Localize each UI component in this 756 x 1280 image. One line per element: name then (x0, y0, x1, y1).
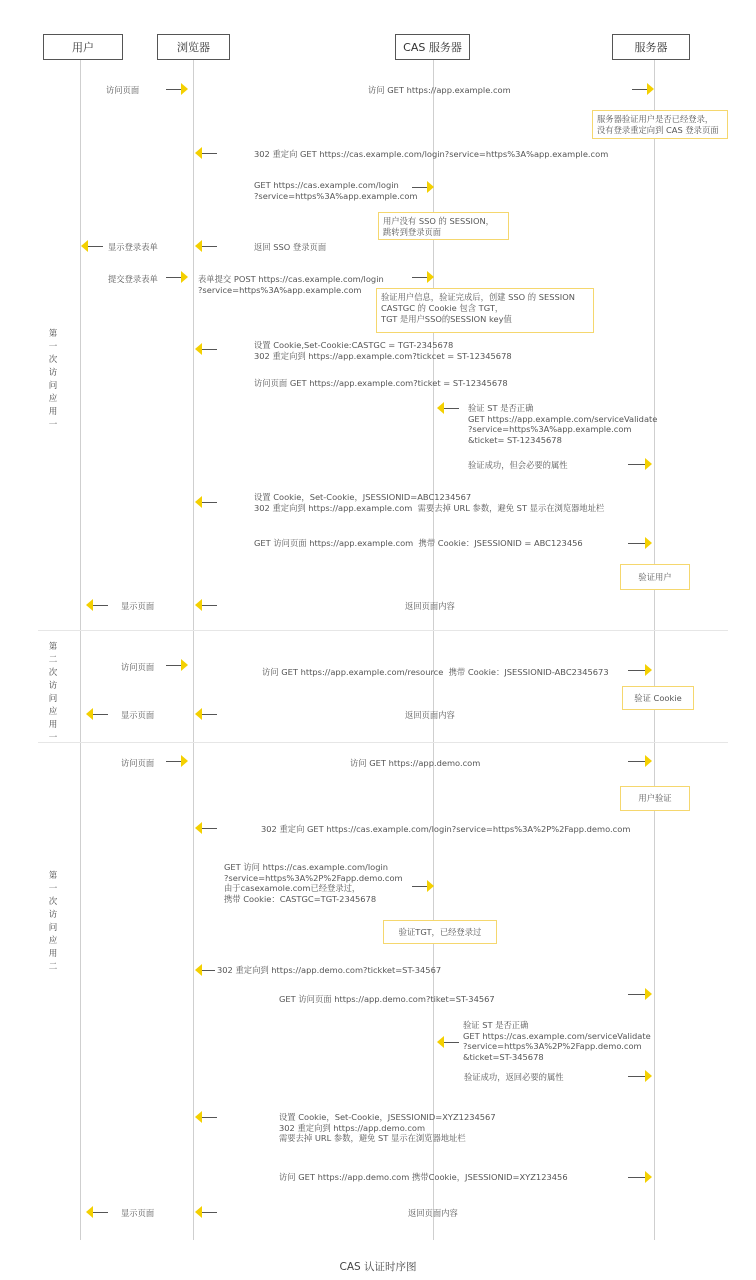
arrow-left (195, 496, 217, 508)
arrow-right (628, 988, 652, 1000)
note-box: 验证用户信息，验证完成后，创建 SSO 的 SESSION CASTGC 的 Cookie 包含 TGT， TGT 是用户SSO的SESSION key值 (376, 288, 594, 333)
message-label: 返回 SSO 登录页面 (254, 242, 327, 252)
message-label: 访问页面 (121, 662, 155, 672)
note-box: 用户没有 SSO 的 SESSION， 跳转到登录页面 (378, 212, 509, 240)
section-label-first-visit-app2: 第 一 次 访 问 应 用 二 (48, 871, 58, 972)
message-label: 访问 GET https://app.example.com/resource 携带 Cookie：JSESSIONID-ABC2345673 (262, 667, 609, 677)
note-box: 验证用户 (620, 564, 690, 590)
section-label-first-visit-app1: 第 一 次 访 问 应 用 一 (48, 329, 58, 430)
message-label: 表单提交 POST https://cas.example.com/login ?service=https%3A%app.example.com (198, 274, 384, 295)
arrow-right (632, 83, 654, 95)
arrow-left (86, 708, 108, 720)
arrow-right (166, 755, 188, 767)
actor-browser: 浏览器 (157, 34, 230, 60)
message-label: 验证成功，但会必要的属性 (468, 460, 568, 470)
note-box: 验证TGT，已经登录过 (383, 920, 497, 944)
arrow-left (195, 147, 217, 159)
message-label: 访问页面 GET https://app.example.com?ticket = ST-12345678 (254, 378, 508, 388)
actor-server: 服务器 (612, 34, 690, 60)
message-label: 访问页面 (121, 758, 155, 768)
section-label-second-visit-app1: 第 二 次 访 问 应 用 一 (48, 642, 58, 743)
message-label: 返回页面内容 (405, 601, 455, 611)
arrow-left (437, 1036, 459, 1048)
arrow-left (195, 1111, 217, 1123)
message-label: 访问 GET https://app.demo.com (350, 758, 481, 768)
arrow-right (628, 755, 652, 767)
arrow-right (166, 659, 188, 671)
arrow-left (86, 599, 108, 611)
arrow-left (195, 599, 217, 611)
arrow-right (628, 537, 652, 549)
message-label: 设置 Cookie，Set-Cookie，JSESSIONID=XYZ1234567 302 重定向到 https://app.demo.com 需要去掉 URL 参数，避免 ST 显示在浏览器地址栏 (279, 1112, 496, 1143)
message-label: 验证成功，返回必要的属性 (464, 1072, 564, 1082)
message-label: GET 访问 https://cas.example.com/login ?service=https%3A%2P%2Fapp.demo.com 由于casexamole.com已经登录过， 携带 Cookie：CASTGC=TGT-2345678 (224, 862, 403, 904)
message-label: 显示页面 (121, 601, 155, 611)
arrow-right (628, 1171, 652, 1183)
arrow-left (81, 240, 103, 252)
arrow-left (195, 1206, 217, 1218)
actor-user: 用户 (43, 34, 123, 60)
arrow-left (195, 964, 215, 976)
arrow-right (166, 271, 188, 283)
actor-cas-server: CAS 服务器 (395, 34, 470, 60)
arrow-left (437, 402, 459, 414)
arrow-left (195, 240, 217, 252)
diagram-caption: CAS 认证时序图 (339, 1261, 417, 1273)
message-label: 302 重定向 GET https://cas.example.com/login?service=https%3A%app.example.com (254, 149, 609, 159)
message-label: 设置 Cookie,Set-Cookie:CASTGC = TGT-2345678 302 重定向到 https://app.example.com?tickcet = ST-12345678 (254, 340, 512, 361)
message-label: 验证 ST 是否正确 GET https://cas.example.com/serviceValidate ?service=https%3A%2P%2Fapp.demo.com &ticket=ST-345678 (463, 1020, 651, 1062)
message-label: 显示页面 (121, 710, 155, 720)
arrow-right (628, 664, 652, 676)
message-label: 访问 GET https://app.demo.com 携带Cookie，JSESSIONID=XYZ123456 (279, 1172, 568, 1182)
message-label: GET https://cas.example.com/login ?service=https%3A%app.example.com (254, 180, 418, 201)
message-label: 设置 Cookie，Set-Cookie，JSESSIONID=ABC1234567 302 重定向到 https://app.example.com 需要去掉 URL 参数，避免 ST 显示在浏览器地址栏 (254, 492, 605, 513)
message-label: 302 重定向 GET https://cas.example.com/login?service=https%3A%2P%2Fapp.demo.com (261, 824, 631, 834)
note-box: 验证 Cookie (622, 686, 694, 710)
message-label: 显示页面 (121, 1208, 155, 1218)
arrow-right (412, 271, 434, 283)
message-label: 显示登录表单 (108, 242, 158, 252)
arrow-left (195, 708, 217, 720)
lifeline-server (654, 60, 655, 1240)
arrow-right (412, 880, 434, 892)
lifeline-user (80, 60, 81, 1240)
message-label: 访问页面 (106, 85, 140, 95)
lifeline-browser (193, 60, 194, 1240)
section-divider (38, 630, 728, 631)
message-label: GET 访问页面 https://app.example.com 携带 Cookie：JSESSIONID = ABC123456 (254, 538, 583, 548)
arrow-left (86, 1206, 108, 1218)
section-divider (38, 742, 728, 743)
arrow-right (166, 83, 188, 95)
message-label: 返回页面内容 (405, 710, 455, 720)
note-box: 服务器验证用户是否已经登录， 没有登录重定向到 CAS 登录页面 (592, 110, 728, 139)
arrow-left (195, 343, 217, 355)
arrow-right (412, 181, 434, 193)
message-label: 验证 ST 是否正确 GET https://app.example.com/serviceValidate ?service=https%3A%app.example.com &ticket= ST-12345678 (468, 403, 658, 445)
message-label: GET 访问页面 https://app.demo.com?tiket=ST-34567 (279, 994, 495, 1004)
message-label: 返回页面内容 (408, 1208, 458, 1218)
arrow-right (628, 458, 652, 470)
message-label: 提交登录表单 (108, 274, 158, 284)
note-box: 用户验证 (620, 786, 690, 811)
message-label: 访问 GET https://app.example.com (368, 85, 511, 95)
message-label: 302 重定向到 https://app.demo.com?tickket=ST-34567 (217, 965, 442, 975)
arrow-left (195, 822, 217, 834)
arrow-right (628, 1070, 652, 1082)
